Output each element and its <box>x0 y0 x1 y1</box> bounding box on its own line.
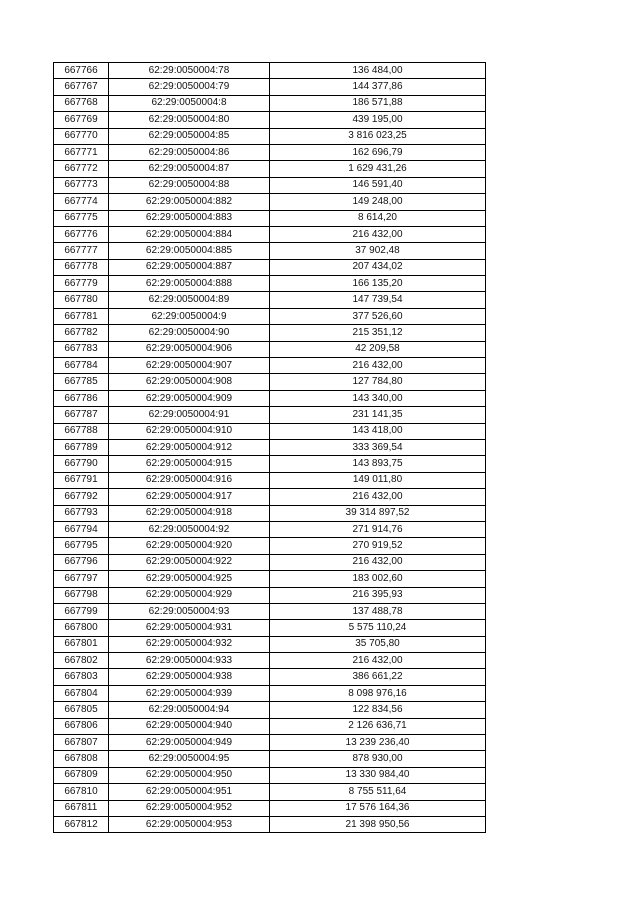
cadastral-number-cell: 62:29:0050004:89 <box>109 292 270 308</box>
cadastral-number-cell: 62:29:0050004:888 <box>109 276 270 292</box>
cadastral-value-cell: 2 126 636,71 <box>270 718 486 734</box>
cadastral-value-cell: 216 432,00 <box>270 554 486 570</box>
cadastral-value-cell: 144 377,86 <box>270 79 486 95</box>
cadastral-number-cell: 62:29:0050004:94 <box>109 702 270 718</box>
table-row <box>54 538 486 554</box>
cadastral-number-cell: 62:29:0050004:80 <box>109 112 270 128</box>
cadastral-number-cell: 62:29:0050004:910 <box>109 423 270 439</box>
cadastral-value-cell: 146 591,40 <box>270 177 486 193</box>
cadastral-number-cell: 62:29:0050004:933 <box>109 653 270 669</box>
cadastral-value-cell: 42 209,58 <box>270 341 486 357</box>
cadastral-number-cell: 62:29:0050004:882 <box>109 194 270 210</box>
cadastral-number-cell: 62:29:0050004:932 <box>109 636 270 652</box>
cadastral-number-cell: 62:29:0050004:95 <box>109 751 270 767</box>
cadastral-number-cell: 62:29:0050004:88 <box>109 177 270 193</box>
row-number-cell: 667771 <box>54 144 109 160</box>
table-row <box>54 587 486 603</box>
cadastral-value-cell: 13 330 984,40 <box>270 767 486 783</box>
cadastral-value-cell: 149 011,80 <box>270 472 486 488</box>
row-number-cell: 667812 <box>54 816 109 832</box>
cadastral-number-cell: 62:29:0050004:885 <box>109 243 270 259</box>
row-number-cell: 667808 <box>54 751 109 767</box>
row-number-cell: 667793 <box>54 505 109 521</box>
table-row <box>54 161 486 177</box>
row-number-cell: 667791 <box>54 472 109 488</box>
cadastral-value-cell: 8 755 511,64 <box>270 784 486 800</box>
table-row <box>54 308 486 324</box>
row-number-cell: 667784 <box>54 358 109 374</box>
table-row <box>54 735 486 751</box>
row-number-cell: 667804 <box>54 685 109 701</box>
row-number-cell: 667792 <box>54 489 109 505</box>
cadastral-value-cell: 216 432,00 <box>270 489 486 505</box>
cadastral-number-cell: 62:29:0050004:912 <box>109 439 270 455</box>
cadastral-value-cell: 186 571,88 <box>270 95 486 111</box>
row-number-cell: 667778 <box>54 259 109 275</box>
cadastral-value-cell: 35 705,80 <box>270 636 486 652</box>
cadastral-number-cell: 62:29:0050004:925 <box>109 571 270 587</box>
table-row <box>54 685 486 701</box>
row-number-cell: 667810 <box>54 784 109 800</box>
row-number-cell: 667775 <box>54 210 109 226</box>
cadastral-number-cell: 62:29:0050004:883 <box>109 210 270 226</box>
table-row <box>54 571 486 587</box>
cadastral-value-cell: 39 314 897,52 <box>270 505 486 521</box>
cadastral-value-cell: 878 930,00 <box>270 751 486 767</box>
cadastral-value-cell: 216 395,93 <box>270 587 486 603</box>
cadastral-number-cell: 62:29:0050004:93 <box>109 603 270 619</box>
table-row <box>54 489 486 505</box>
cadastral-value-cell: 166 135,20 <box>270 276 486 292</box>
table-row <box>54 112 486 128</box>
row-number-cell: 667798 <box>54 587 109 603</box>
table-row <box>54 800 486 816</box>
table-row <box>54 243 486 259</box>
cadastral-value-cell: 270 919,52 <box>270 538 486 554</box>
cadastral-number-cell: 62:29:0050004:949 <box>109 735 270 751</box>
cadastral-number-cell: 62:29:0050004:916 <box>109 472 270 488</box>
table-row <box>54 505 486 521</box>
row-number-cell: 667790 <box>54 456 109 472</box>
row-number-cell: 667780 <box>54 292 109 308</box>
table-row <box>54 521 486 537</box>
cadastral-number-cell: 62:29:0050004:953 <box>109 816 270 832</box>
cadastral-number-cell: 62:29:0050004:915 <box>109 456 270 472</box>
cadastral-number-cell: 62:29:0050004:79 <box>109 79 270 95</box>
cadastral-number-cell: 62:29:0050004:85 <box>109 128 270 144</box>
cadastral-number-cell: 62:29:0050004:950 <box>109 767 270 783</box>
table-row <box>54 751 486 767</box>
row-number-cell: 667779 <box>54 276 109 292</box>
cadastral-number-cell: 62:29:0050004:909 <box>109 390 270 406</box>
cadastral-value-cell: 231 141,35 <box>270 407 486 423</box>
table-row <box>54 669 486 685</box>
cadastral-value-cell: 377 526,60 <box>270 308 486 324</box>
row-number-cell: 667801 <box>54 636 109 652</box>
cadastral-number-cell: 62:29:0050004:931 <box>109 620 270 636</box>
cadastral-value-cell: 183 002,60 <box>270 571 486 587</box>
cadastral-value-cell: 21 398 950,56 <box>270 816 486 832</box>
cadastral-value-cell: 215 351,12 <box>270 325 486 341</box>
cadastral-value-cell: 143 418,00 <box>270 423 486 439</box>
table-row <box>54 259 486 275</box>
table-row <box>54 472 486 488</box>
cadastral-value-cell: 17 576 164,36 <box>270 800 486 816</box>
row-number-cell: 667787 <box>54 407 109 423</box>
row-number-cell: 667800 <box>54 620 109 636</box>
row-number-cell: 667773 <box>54 177 109 193</box>
cadastral-value-table <box>53 62 486 833</box>
cadastral-value-cell: 137 488,78 <box>270 603 486 619</box>
cadastral-value-cell: 5 575 110,24 <box>270 620 486 636</box>
cadastral-number-cell: 62:29:0050004:920 <box>109 538 270 554</box>
cadastral-number-cell: 62:29:0050004:908 <box>109 374 270 390</box>
table-row <box>54 325 486 341</box>
cadastral-value-cell: 8 614,20 <box>270 210 486 226</box>
table-row <box>54 456 486 472</box>
row-number-cell: 667788 <box>54 423 109 439</box>
cadastral-number-cell: 62:29:0050004:91 <box>109 407 270 423</box>
table-row <box>54 95 486 111</box>
row-number-cell: 667785 <box>54 374 109 390</box>
table-row <box>54 177 486 193</box>
row-number-cell: 667774 <box>54 194 109 210</box>
cadastral-value-cell: 13 239 236,40 <box>270 735 486 751</box>
cadastral-number-cell: 62:29:0050004:86 <box>109 144 270 160</box>
cadastral-value-cell: 143 893,75 <box>270 456 486 472</box>
table-row <box>54 407 486 423</box>
cadastral-number-cell: 62:29:0050004:922 <box>109 554 270 570</box>
cadastral-value-cell: 136 484,00 <box>270 63 486 79</box>
table-row <box>54 784 486 800</box>
cadastral-number-cell: 62:29:0050004:9 <box>109 308 270 324</box>
row-number-cell: 667799 <box>54 603 109 619</box>
table-row <box>54 816 486 832</box>
cadastral-number-cell: 62:29:0050004:938 <box>109 669 270 685</box>
cadastral-value-cell: 147 739,54 <box>270 292 486 308</box>
row-number-cell: 667786 <box>54 390 109 406</box>
cadastral-value-cell: 122 834,56 <box>270 702 486 718</box>
cadastral-number-cell: 62:29:0050004:884 <box>109 226 270 242</box>
row-number-cell: 667781 <box>54 308 109 324</box>
table-row <box>54 226 486 242</box>
table-row <box>54 292 486 308</box>
cadastral-value-cell: 271 914,76 <box>270 521 486 537</box>
row-number-cell: 667768 <box>54 95 109 111</box>
row-number-cell: 667769 <box>54 112 109 128</box>
table-row <box>54 374 486 390</box>
table-body <box>54 63 486 833</box>
row-number-cell: 667802 <box>54 653 109 669</box>
cadastral-number-cell: 62:29:0050004:929 <box>109 587 270 603</box>
table-row <box>54 341 486 357</box>
cadastral-number-cell: 62:29:0050004:90 <box>109 325 270 341</box>
table-row <box>54 276 486 292</box>
cadastral-value-cell: 149 248,00 <box>270 194 486 210</box>
cadastral-number-cell: 62:29:0050004:92 <box>109 521 270 537</box>
cadastral-value-cell: 216 432,00 <box>270 653 486 669</box>
table-row <box>54 620 486 636</box>
cadastral-value-cell: 333 369,54 <box>270 439 486 455</box>
row-number-cell: 667789 <box>54 439 109 455</box>
row-number-cell: 667770 <box>54 128 109 144</box>
cadastral-number-cell: 62:29:0050004:8 <box>109 95 270 111</box>
row-number-cell: 667811 <box>54 800 109 816</box>
table-row <box>54 718 486 734</box>
row-number-cell: 667767 <box>54 79 109 95</box>
row-number-cell: 667797 <box>54 571 109 587</box>
cadastral-number-cell: 62:29:0050004:906 <box>109 341 270 357</box>
table-row <box>54 194 486 210</box>
row-number-cell: 667803 <box>54 669 109 685</box>
table-row <box>54 79 486 95</box>
cadastral-value-cell: 3 816 023,25 <box>270 128 486 144</box>
table-row <box>54 128 486 144</box>
cadastral-value-cell: 207 434,02 <box>270 259 486 275</box>
table-row <box>54 144 486 160</box>
table-row <box>54 603 486 619</box>
cadastral-value-cell: 1 629 431,26 <box>270 161 486 177</box>
cadastral-number-cell: 62:29:0050004:87 <box>109 161 270 177</box>
cadastral-number-cell: 62:29:0050004:939 <box>109 685 270 701</box>
row-number-cell: 667806 <box>54 718 109 734</box>
table-row <box>54 390 486 406</box>
row-number-cell: 667805 <box>54 702 109 718</box>
table-row <box>54 636 486 652</box>
cadastral-number-cell: 62:29:0050004:887 <box>109 259 270 275</box>
cadastral-value-cell: 37 902,48 <box>270 243 486 259</box>
cadastral-value-cell: 216 432,00 <box>270 226 486 242</box>
row-number-cell: 667795 <box>54 538 109 554</box>
table-row <box>54 63 486 79</box>
row-number-cell: 667809 <box>54 767 109 783</box>
cadastral-number-cell: 62:29:0050004:951 <box>109 784 270 800</box>
cadastral-number-cell: 62:29:0050004:952 <box>109 800 270 816</box>
cadastral-value-cell: 386 661,22 <box>270 669 486 685</box>
cadastral-value-cell: 8 098 976,16 <box>270 685 486 701</box>
row-number-cell: 667796 <box>54 554 109 570</box>
cadastral-value-cell: 162 696,79 <box>270 144 486 160</box>
table-row <box>54 653 486 669</box>
cadastral-number-cell: 62:29:0050004:907 <box>109 358 270 374</box>
row-number-cell: 667777 <box>54 243 109 259</box>
row-number-cell: 667782 <box>54 325 109 341</box>
row-number-cell: 667807 <box>54 735 109 751</box>
cadastral-value-cell: 127 784,80 <box>270 374 486 390</box>
row-number-cell: 667783 <box>54 341 109 357</box>
row-number-cell: 667794 <box>54 521 109 537</box>
cadastral-value-cell: 439 195,00 <box>270 112 486 128</box>
table-row <box>54 702 486 718</box>
cadastral-value-cell: 143 340,00 <box>270 390 486 406</box>
cadastral-number-cell: 62:29:0050004:917 <box>109 489 270 505</box>
table-row <box>54 210 486 226</box>
table-row <box>54 358 486 374</box>
table-row <box>54 554 486 570</box>
cadastral-number-cell: 62:29:0050004:78 <box>109 63 270 79</box>
cadastral-value-cell: 216 432,00 <box>270 358 486 374</box>
table-row <box>54 767 486 783</box>
row-number-cell: 667776 <box>54 226 109 242</box>
table-row <box>54 439 486 455</box>
cadastral-number-cell: 62:29:0050004:918 <box>109 505 270 521</box>
table-row <box>54 423 486 439</box>
cadastral-number-cell: 62:29:0050004:940 <box>109 718 270 734</box>
row-number-cell: 667766 <box>54 63 109 79</box>
row-number-cell: 667772 <box>54 161 109 177</box>
